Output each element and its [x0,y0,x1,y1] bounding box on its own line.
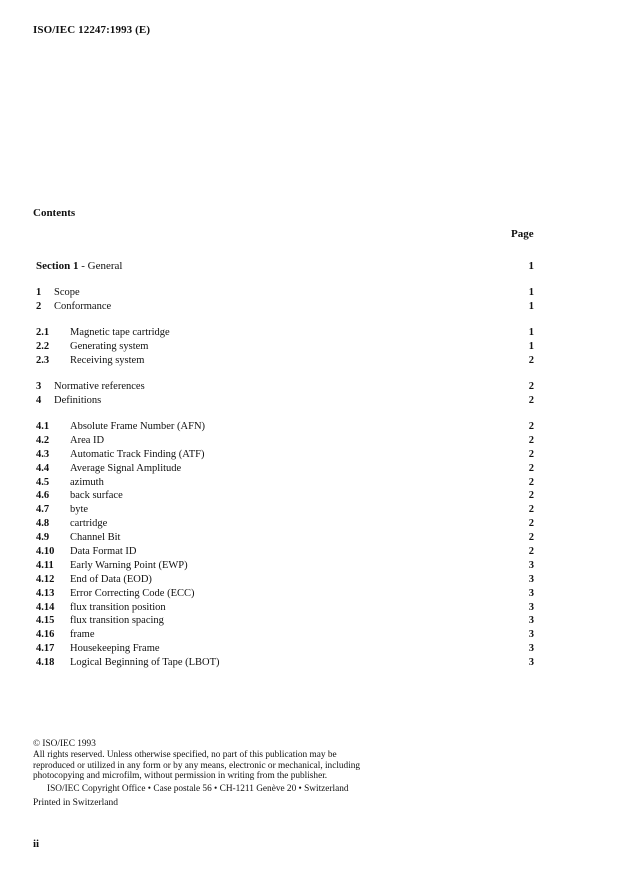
toc-entry [36,448,536,462]
toc-entry-title: flux transition position [70,601,166,613]
toc-entry [36,656,536,670]
page-column-label: Page [511,228,534,240]
toc-entry-number: 4.13 [36,587,55,599]
toc-entry-page: 2 [528,448,534,460]
toc-entry-title: frame [70,629,95,641]
toc-entry-title: Conformance [54,300,112,312]
toc-entry-number: 4.18 [36,657,55,669]
toc-entry [36,354,536,368]
toc-entry-number: 2.1 [36,327,50,338]
toc-entry-page: 1 [528,327,534,338]
toc-entry [36,517,536,531]
toc-entry [36,503,536,517]
toc-entry-number: 4.3 [36,448,50,460]
toc-entry-page: 3 [528,587,534,599]
toc-entry-number: 4.10 [36,546,55,558]
toc-entry [36,434,536,448]
copyright-notice [33,739,383,795]
toc-entry-title: Absolute Frame Number (AFN) [70,421,206,432]
section-title: General [87,260,123,272]
toc-entry [36,462,536,476]
toc-entry-number: 4.4 [36,462,50,474]
toc-entry-page: 2 [528,532,534,544]
toc-entry [36,340,536,354]
toc-entry-number: 4.12 [36,573,55,585]
toc-entry-page: 2 [528,490,534,502]
toc-entry-number: 4.15 [36,615,55,627]
page-number: ii [33,838,40,850]
toc-entry-number: 4.9 [36,532,50,544]
toc-entry-title: flux transition spacing [70,615,164,627]
toc-entry-title: Definitions [54,394,102,406]
toc-group-clauses-3-4 [36,380,536,408]
toc-entry-page: 1 [528,340,534,352]
section-label: Section 1 [36,260,79,272]
toc-entry-title: Area ID [70,434,105,446]
section-heading [36,260,536,272]
toc-entry [36,601,536,615]
toc-entry-number: 3 [36,381,42,392]
toc-entry-number: 4.5 [36,476,50,488]
toc-entry-number: 1 [36,287,42,298]
toc-entry [36,286,536,300]
toc-entry-page: 3 [528,629,534,641]
document-header: ISO/IEC 12247:1993 (E) [33,24,151,36]
toc-entry-page: 2 [528,354,534,366]
toc-entry-title: Housekeeping Frame [70,643,160,655]
toc-entry-page: 3 [528,657,534,669]
toc-entry-number: 4.1 [36,421,50,432]
toc-entry-number: 4.11 [36,559,54,571]
toc-group-clause-4 [36,420,536,670]
toc-entry-title: Average Signal Amplitude [70,462,182,474]
toc-entry-page: 3 [528,573,534,585]
toc-entry [36,380,536,394]
section-page: 1 [528,260,534,272]
contents-title: Contents [33,207,76,219]
toc-entry-title: Magnetic tape cartridge [70,327,170,338]
rights-line: All rights reserved. Unless otherwise specified, no part of this publication may be [33,749,337,760]
toc-entry-number: 2.2 [36,340,50,352]
toc-entry-page: 3 [528,601,534,613]
toc-entry-number: 4.8 [36,518,50,530]
toc-entry-title: azimuth [70,476,104,488]
toc-entry-title: Error Correcting Code (ECC) [70,587,195,599]
toc-entry-title: Generating system [70,340,149,352]
toc-entry-page: 2 [528,546,534,558]
toc-entry [36,614,536,628]
toc-entry-title: Receiving system [70,354,145,366]
toc-entry [36,326,536,340]
toc-entry [36,573,536,587]
toc-entry [36,300,536,314]
toc-entry-title: End of Data (EOD) [70,573,152,585]
toc-entry-page: 3 [528,615,534,627]
toc-entry-number: 4.16 [36,629,55,641]
toc-entry [36,489,536,503]
toc-entry-title: Normative references [54,381,145,392]
toc-entry-title: Scope [54,287,80,298]
toc-entry-page: 2 [528,394,534,406]
toc-group-clauses-1-2 [36,286,536,314]
toc-entry-title: Data Format ID [70,546,137,558]
toc-entry-page: 2 [528,381,534,392]
toc-entry-title: Automatic Track Finding (ATF) [70,448,205,460]
toc-entry-page: 3 [528,559,534,571]
toc-entry-title: back surface [70,490,123,502]
toc-entry-title: Early Warning Point (EWP) [70,559,188,571]
toc-entry [36,559,536,573]
toc-entry-title: cartridge [70,518,108,530]
printed-in: Printed in Switzerland [33,798,118,808]
toc-entry-page: 2 [528,434,534,446]
toc-entry-title: Channel Bit [70,532,121,544]
rights-line: reproduced or utilized in any form or by any means, electronic or mechanical, including [33,760,361,771]
toc-entry [36,642,536,656]
toc-entry [36,531,536,545]
copyright-line: © ISO/IEC 1993 [33,739,96,749]
toc-entry-number: 4.14 [36,601,55,613]
toc-entry-page: 3 [528,643,534,655]
toc-entry [36,628,536,642]
toc-entry-page: 1 [528,300,534,312]
toc-entry-number: 4 [36,394,42,406]
toc-entry-number: 2.3 [36,354,50,366]
toc-entry-page: 2 [528,462,534,474]
toc-entry-number: 4.7 [36,504,50,516]
toc-entry-page: 2 [528,518,534,530]
copyright-office-address: ISO/IEC Copyright Office • Case postale 56 • CH-1211 Genève 20 • Switzerland [47,784,349,795]
toc-entry-title: Logical Beginning of Tape (LBOT) [70,657,220,669]
toc-entry [36,394,536,408]
toc-entry [36,587,536,601]
toc-entry-number: 4.2 [36,434,50,446]
toc-entry [36,545,536,559]
toc-entry [36,476,536,490]
toc-entry-title: byte [70,504,89,516]
toc-entry [36,420,536,434]
toc-entry-number: 4.6 [36,490,50,502]
toc-entry-page: 2 [528,421,534,432]
toc-entry-page: 1 [528,287,534,298]
toc-group-clause-2 [36,326,536,368]
toc-entry-number: 2 [36,300,42,312]
rights-line: photocopying and microfilm, without permission in writing from the publisher. [33,771,328,782]
toc-entry-page: 2 [528,476,534,488]
toc-entry-page: 2 [528,504,534,516]
section-separator: - [78,260,88,272]
toc-entry-number: 4.17 [36,643,55,655]
